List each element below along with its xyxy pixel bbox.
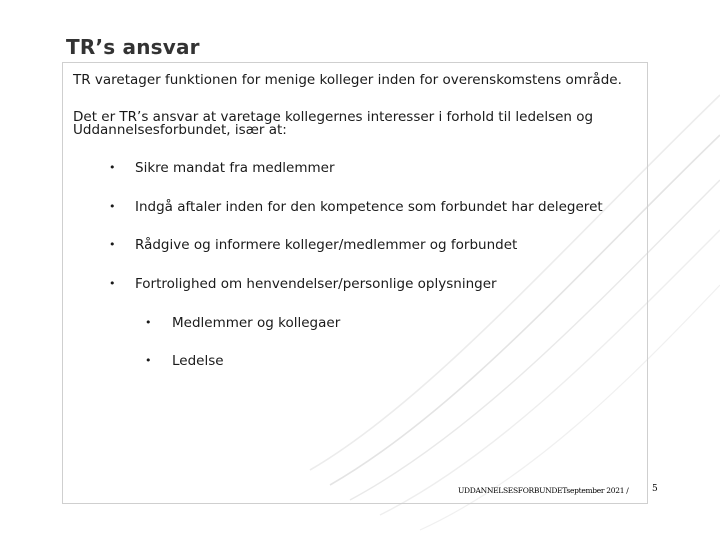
bullet-text: Sikre mandat fra medlemmer (135, 160, 335, 176)
bullet-text: Rådgive og informere kolleger/medlemmer og forbundet (135, 237, 518, 253)
responsibility-line-2: Uddannelsesforbundet, især at: (73, 122, 287, 138)
bullet-icon: • (109, 200, 116, 213)
content-box (62, 62, 648, 504)
responsibility-paragraph (73, 111, 593, 137)
footer-text: UDDANNELSESFORBUNDETseptember 2021 / (458, 486, 629, 495)
bullet-icon: • (109, 277, 116, 290)
bullet-icon: • (109, 238, 116, 251)
sub-bullet-text: Ledelse (172, 353, 224, 369)
sub-bullet-text: Medlemmer og kollegaer (172, 315, 341, 331)
intro-paragraph: TR varetager funktionen for menige kolleger inden for overenskomstens område. (73, 72, 622, 88)
responsibility-line-1: Det er TR’s ansvar at varetage kollegernes interesser i forhold til ledelsen og (73, 109, 594, 125)
bullet-icon: • (145, 354, 152, 367)
bullet-text: Fortrolighed om henvendelser/personlige oplysninger (135, 276, 497, 292)
bullet-icon: • (109, 161, 116, 174)
bullet-icon: • (145, 316, 152, 329)
slide-title: TR’s ansvar (66, 35, 200, 59)
page-number: 5 (652, 484, 658, 494)
bullet-text: Indgå aftaler inden for den kompetence som forbundet har delegeret (135, 199, 603, 215)
